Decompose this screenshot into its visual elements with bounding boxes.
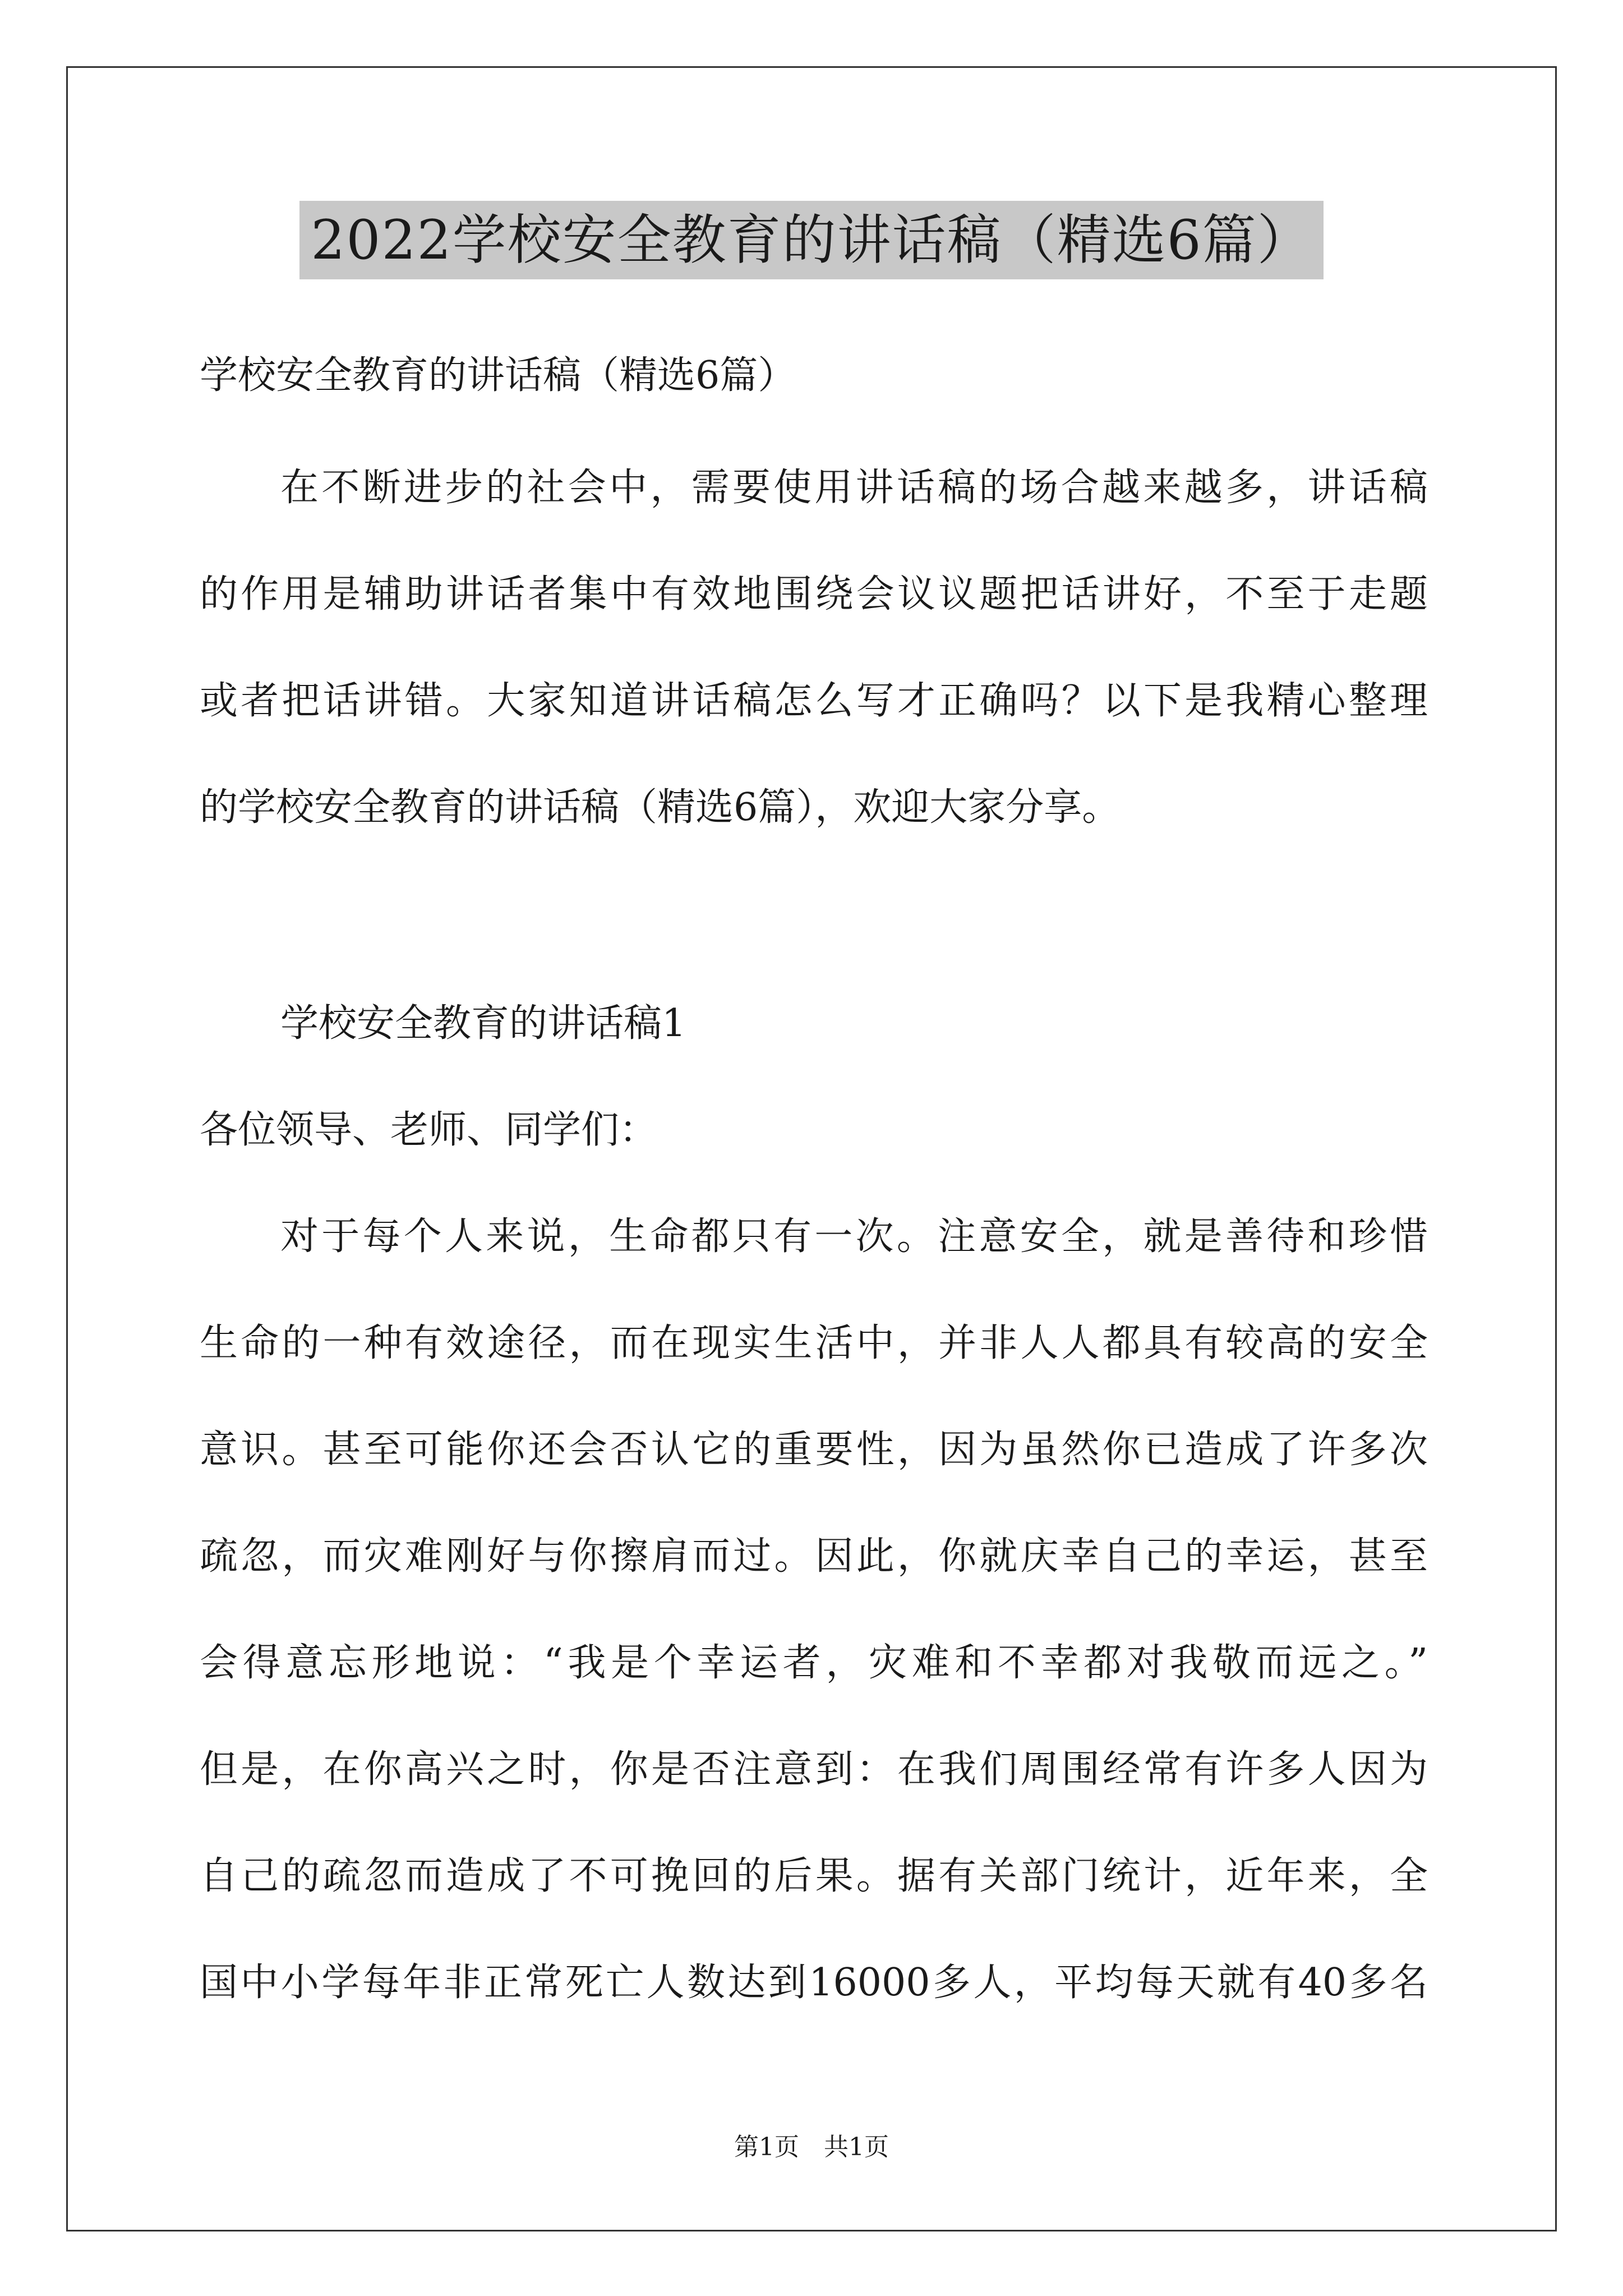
page-number-total: 共1页 [824,2133,889,2161]
body-line: 生命的一种有效途径，而在现实生活中，并非人人都具有较高的安全 [200,1321,1428,1365]
page-number-current: 第1页 [734,2133,799,2161]
intro-line: 的学校安全教育的讲话稿（精选6篇），欢迎大家分享。 [200,785,1121,830]
title-container [0,201,1623,279]
body-line: 自己的疏忽而造成了不可挽回的后果。据有关部门统计，近年来，全 [200,1854,1428,1898]
document-title: 2022学校安全教育的讲话稿（精选6篇） [299,201,1323,279]
document-subtitle: 学校安全教育的讲话稿（精选6篇） [200,353,796,398]
body-line: 疏忽，而灾难刚好与你擦肩而过。因此，你就庆幸自己的幸运，甚至 [200,1534,1428,1579]
body-line: 会得意忘形地说：“我是个幸运者，灾难和不幸都对我敬而远之。” [200,1641,1428,1685]
intro-line: 的作用是辅助讲话者集中有效地围绕会议议题把话讲好，不至于走题 [200,572,1428,616]
body-line: 国中小学每年非正常死亡人数达到16000多人，平均每天就有40多名 [200,1961,1428,2005]
body-line: 对于每个人来说，生命都只有一次。注意安全，就是善待和珍惜 [280,1214,1428,1259]
section-heading: 学校安全教育的讲话稿1 [280,1001,686,1046]
page-footer [0,2131,1623,2164]
intro-line: 在不断进步的社会中，需要使用讲话稿的场合越来越多，讲话稿 [280,466,1428,510]
body-line: 但是，在你高兴之时，你是否注意到：在我们周围经常有许多人因为 [200,1747,1428,1792]
body-line: 意识。甚至可能你还会否认它的重要性，因为虽然你已造成了许多次 [200,1428,1428,1472]
intro-line: 或者把话讲错。大家知道讲话稿怎么写才正确吗？以下是我精心整理 [200,679,1428,723]
greeting: 各位领导、老师、同学们： [200,1108,658,1152]
